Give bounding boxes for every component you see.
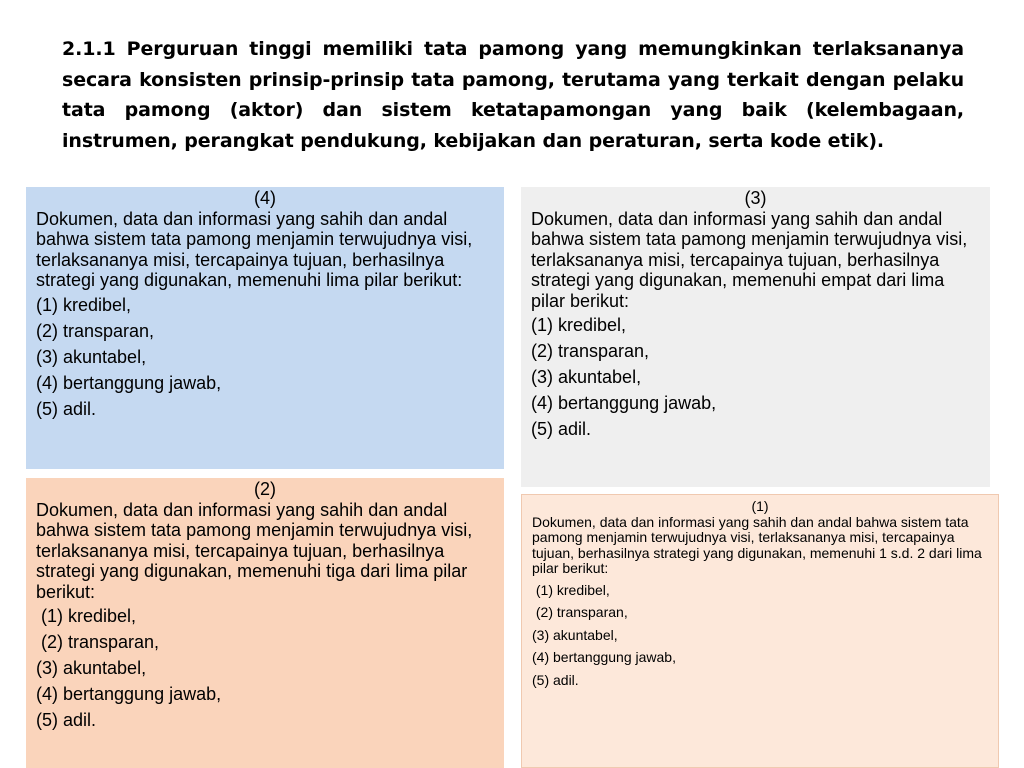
level-4-pillar-list <box>36 292 494 422</box>
level-4-box <box>26 187 504 469</box>
list-item: (5) adil. <box>531 419 592 439</box>
list-item: (1) kredibel, <box>532 581 610 598</box>
level-2-pillar-list <box>36 603 494 733</box>
list-item: (3) akuntabel, <box>36 658 147 678</box>
list-item: (4) bertanggung jawab, <box>532 649 676 665</box>
level-1-label: (1) <box>751 498 769 514</box>
list-item: (2) transparan, <box>532 604 628 620</box>
level-1-pillar-list <box>532 579 988 692</box>
list-item: (4) bertanggung jawab, <box>531 393 717 413</box>
level-3-label: (3) <box>744 188 767 208</box>
level-3-description: Dokumen, data dan informasi yang sahih dan andal bahwa sistem tata pamong menjamin terwujudnya visi, terlaksananya misi, tercapainya tujuan, berhasilnya strategi yang digunakan, memenuhi empat dari lima pilar berikut: <box>531 208 968 311</box>
level-2-label: (2) <box>254 479 276 499</box>
list-item: (2) transparan, <box>36 632 160 652</box>
list-item: (5) adil. <box>532 671 579 688</box>
level-3-box <box>521 187 990 487</box>
list-item: (4) bertanggung jawab, <box>36 684 222 704</box>
level-3-pillar-list <box>531 312 980 442</box>
list-item: (2) transparan, <box>531 341 650 361</box>
criterion-heading: 2.1.1 Perguruan tinggi memiliki tata pamong yang memungkinkan terlaksananya secara konsisten prinsip-prinsip tata pamong, terutama yang terkait dengan pelaku tata pamong (aktor) dan sistem ketatapamongan yang baik (kelembagaan, instrumen, perangkat pendukung, kebijakan dan peraturan, serta kode etik). <box>62 38 964 152</box>
list-item: (1) kredibel, <box>531 315 627 335</box>
level-1-description: Dokumen, data dan informasi yang sahih dan andal bahwa sistem tata pamong menjamin terwujudnya visi, terlaksananya misi, tercapainya tujuan, berhasilnya strategi yang digunakan, memenuhi 1 s.d. 2 dari lima pilar berikut: <box>532 513 982 576</box>
list-item: (1) kredibel, <box>36 294 132 315</box>
list-item: (3) akuntabel, <box>36 346 147 367</box>
list-item: (5) adil. <box>36 398 97 419</box>
level-4-label: (4) <box>254 188 276 208</box>
list-item: (4) bertanggung jawab, <box>36 372 222 393</box>
level-2-description: Dokumen, data dan informasi yang sahih dan andal bahwa sistem tata pamong menjamin terwujudnya visi, terlaksananya misi, tercapainya tujuan, berhasilnya strategi yang digunakan, memenuhi tiga dari lima pilar berikut: <box>36 499 473 602</box>
level-1-box <box>521 494 999 768</box>
list-item: (1) kredibel, <box>36 606 137 626</box>
level-2-box <box>26 478 504 768</box>
level-4-description: Dokumen, data dan informasi yang sahih dan andal bahwa sistem tata pamong menjamin terwujudnya visi, terlaksananya misi, tercapainya tujuan, berhasilnya strategi yang digunakan, memenuhi lima pilar berikut: <box>36 208 473 290</box>
list-item: (2) transparan, <box>36 320 155 341</box>
list-item: (3) akuntabel, <box>531 367 642 387</box>
list-item: (3) akuntabel, <box>532 626 618 643</box>
list-item: (5) adil. <box>36 710 97 730</box>
